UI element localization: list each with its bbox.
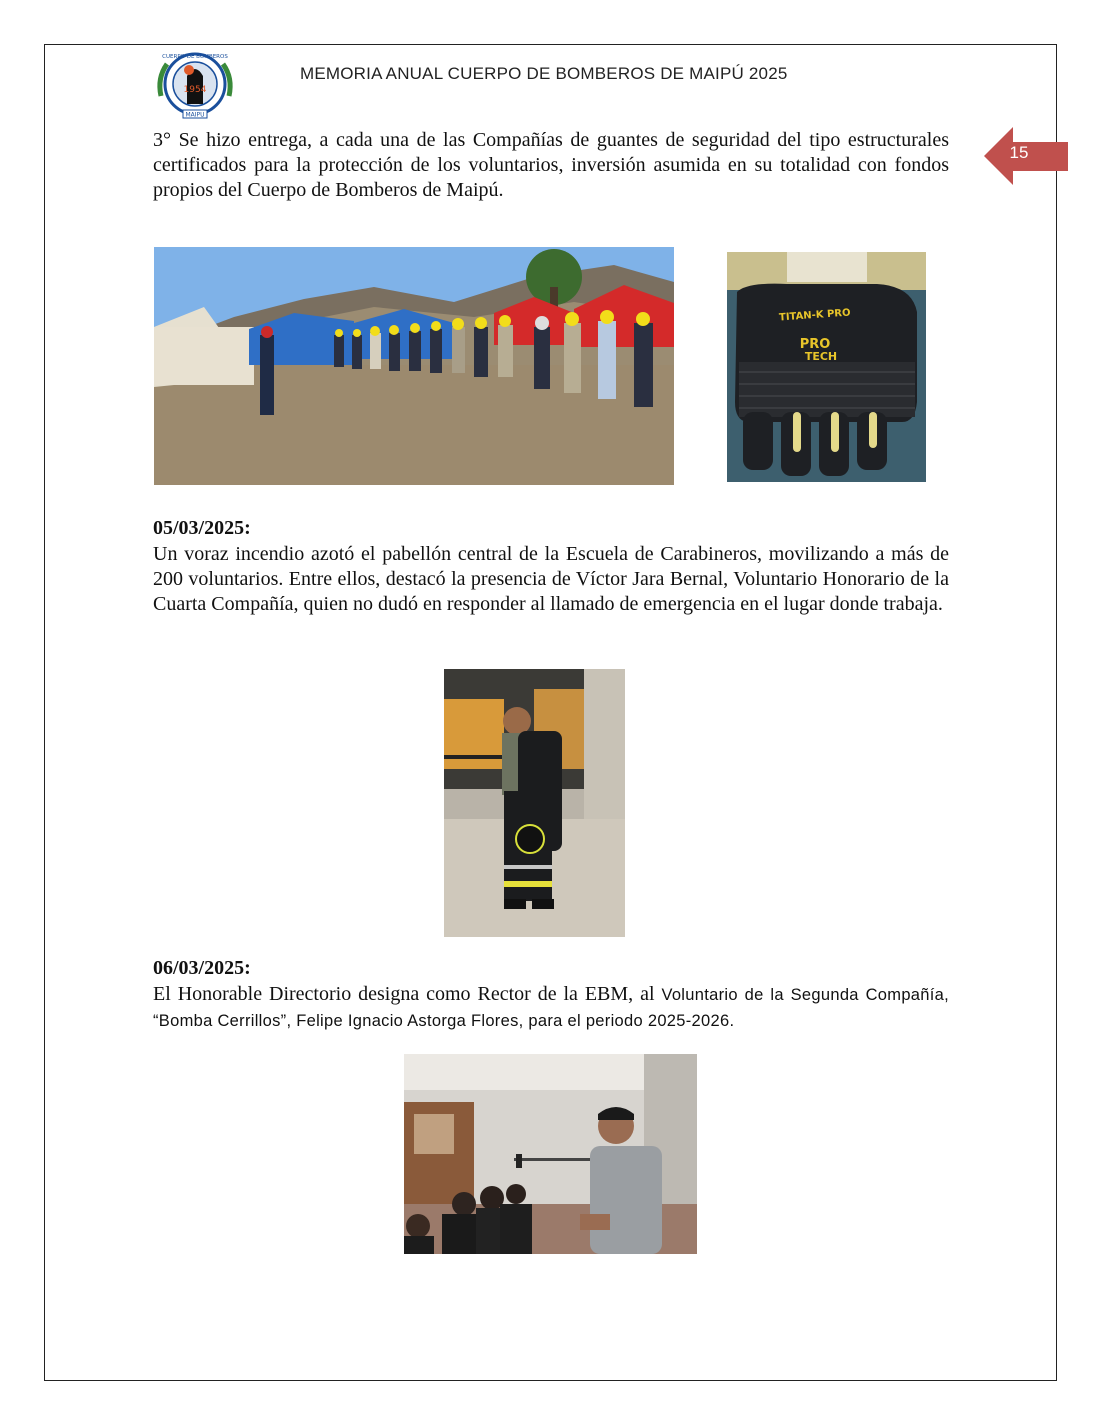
gloves-delivery-paragraph: 3° Se hizo entrega, a cada una de las Compañías de guantes de seguridad del tipo estructurales certificados para la protección de los voluntarios, inversión asumida en su totalidad con fondos propios del Cuerpo de Bomberos de Maipú.: [153, 129, 949, 201]
rector-text-sans: Voluntario de la Segunda Compañía, “Bomba Cerrillos”, Felipe Ignacio Astorga Flores, para el periodo 2025-2026.: [153, 986, 949, 1030]
safety-glove-photo: [727, 252, 926, 482]
volunteer-portrait-photo: [444, 669, 625, 937]
rector-text-serif: El Honorable Directorio designa como Rector de la EBM, al: [153, 983, 662, 1005]
svg-text:TECH: TECH: [804, 350, 838, 363]
rector-appointment-paragraph: [153, 982, 949, 1034]
firefighters-formation-photo: [154, 247, 674, 485]
svg-text:1954: 1954: [183, 85, 207, 95]
svg-text:MAIPU: MAIPU: [185, 111, 205, 119]
fire-department-logo: [153, 48, 237, 124]
page-number: 15: [1009, 143, 1029, 162]
svg-text:CUERPO DE BOMBEROS: CUERPO DE BOMBEROS: [162, 54, 228, 60]
section-date: 05/03/2025:: [153, 517, 251, 539]
svg-text:TITAN-K PRO: TITAN-K PRO: [778, 307, 851, 324]
section-date: 06/03/2025:: [153, 957, 251, 979]
classroom-rector-photo: [404, 1054, 697, 1254]
svg-text:PRO: PRO: [799, 337, 831, 352]
document-header-title: MEMORIA ANUAL CUERPO DE BOMBEROS DE MAIPÚ 2025: [300, 64, 788, 83]
fire-incident-paragraph: Un voraz incendio azotó el pabellón central de la Escuela de Carabineros, movilizando a más de 200 voluntarios. Entre ellos, destacó la presencia de Víctor Jara Bernal, Voluntario Honorario de la Cuarta Compañía, quien no dudó en responder al llamado de emergencia en el lugar donde trabaja.: [153, 543, 949, 615]
